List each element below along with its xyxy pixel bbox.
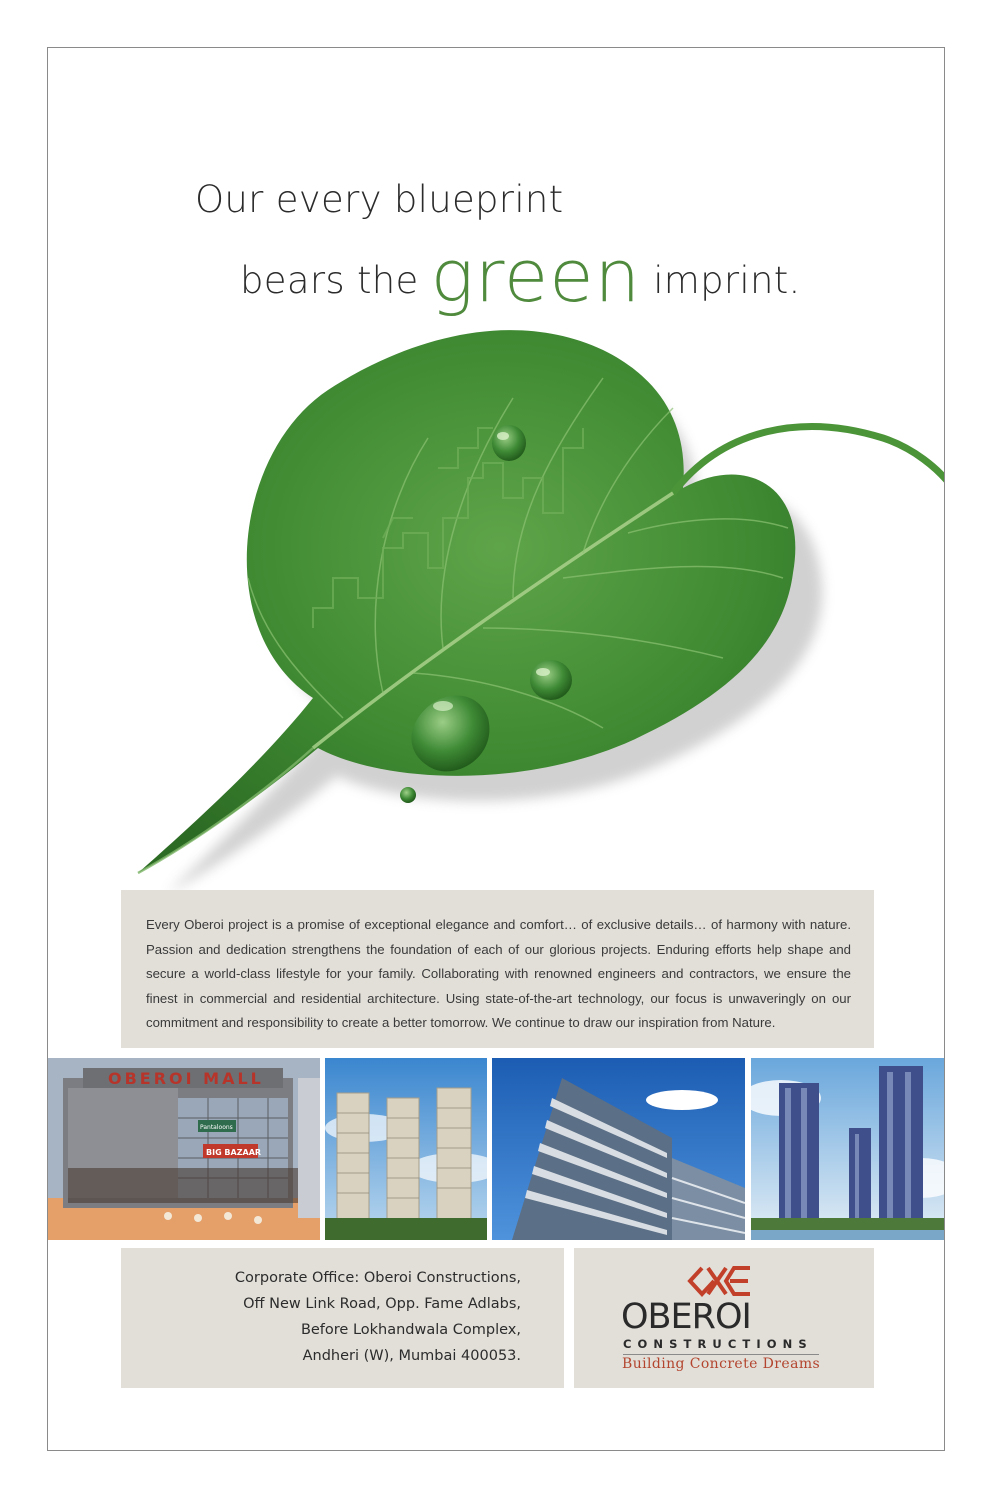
headline-emphasis: green <box>430 234 642 318</box>
address-line-4: Andheri (W), Mumbai 400053. <box>302 1348 521 1364</box>
mall-sign-text: OBEROI MALL <box>108 1069 264 1088</box>
address-panel <box>121 1248 564 1388</box>
oberoi-logo-panel <box>574 1248 874 1388</box>
description-text: Every Oberoi project is a promise of exceptional elegance and comfort… of exclusive details… of harmony with nature. Passion and dedication strengthens the foundation of each of our glorious projects. Enduring efforts help shape and secure a world-class lifestyle for your family. Collaborating with renowned engineers and contractors, we ensure the finest in commercial and residential architecture. Using state-of-the-art technology, our focus is unwaveringly on our commitment and responsibility to create a better tomorrow. We continue to draw our inspiration from Nature. <box>146 917 851 1030</box>
description-panel <box>121 890 874 1048</box>
office-building-photo <box>492 1058 745 1240</box>
advertisement-page <box>47 47 945 1451</box>
headline-before: bears the <box>240 259 419 302</box>
headline-after: imprint. <box>653 259 801 302</box>
big-bazaar-sign: BIG BAZAAR <box>206 1148 262 1157</box>
shopping-mall-photo <box>48 1058 320 1240</box>
logo-tagline: Building Concrete Dreams <box>622 1356 821 1372</box>
logo-subtitle: CONSTRUCTIONS <box>623 1337 813 1351</box>
project-photo-strip <box>48 1058 945 1240</box>
logo-name: OBEROI <box>621 1297 751 1337</box>
logo-divider <box>623 1354 819 1355</box>
address-line-1: Corporate Office: Oberoi Constructions, <box>234 1270 521 1286</box>
leaf-illustration-icon <box>83 278 945 898</box>
oberoi-logo-mark-icon <box>684 1264 756 1298</box>
address-line-2: Off New Link Road, Opp. Fame Adlabs, <box>243 1296 521 1312</box>
residential-towers-photo <box>325 1058 487 1240</box>
twin-towers-photo <box>751 1058 945 1240</box>
address-line-3: Before Lokhandwala Complex, <box>300 1322 521 1338</box>
pantaloons-sign: Pantaloons <box>200 1124 233 1131</box>
headline-line-1: Our every blueprint <box>195 178 564 221</box>
